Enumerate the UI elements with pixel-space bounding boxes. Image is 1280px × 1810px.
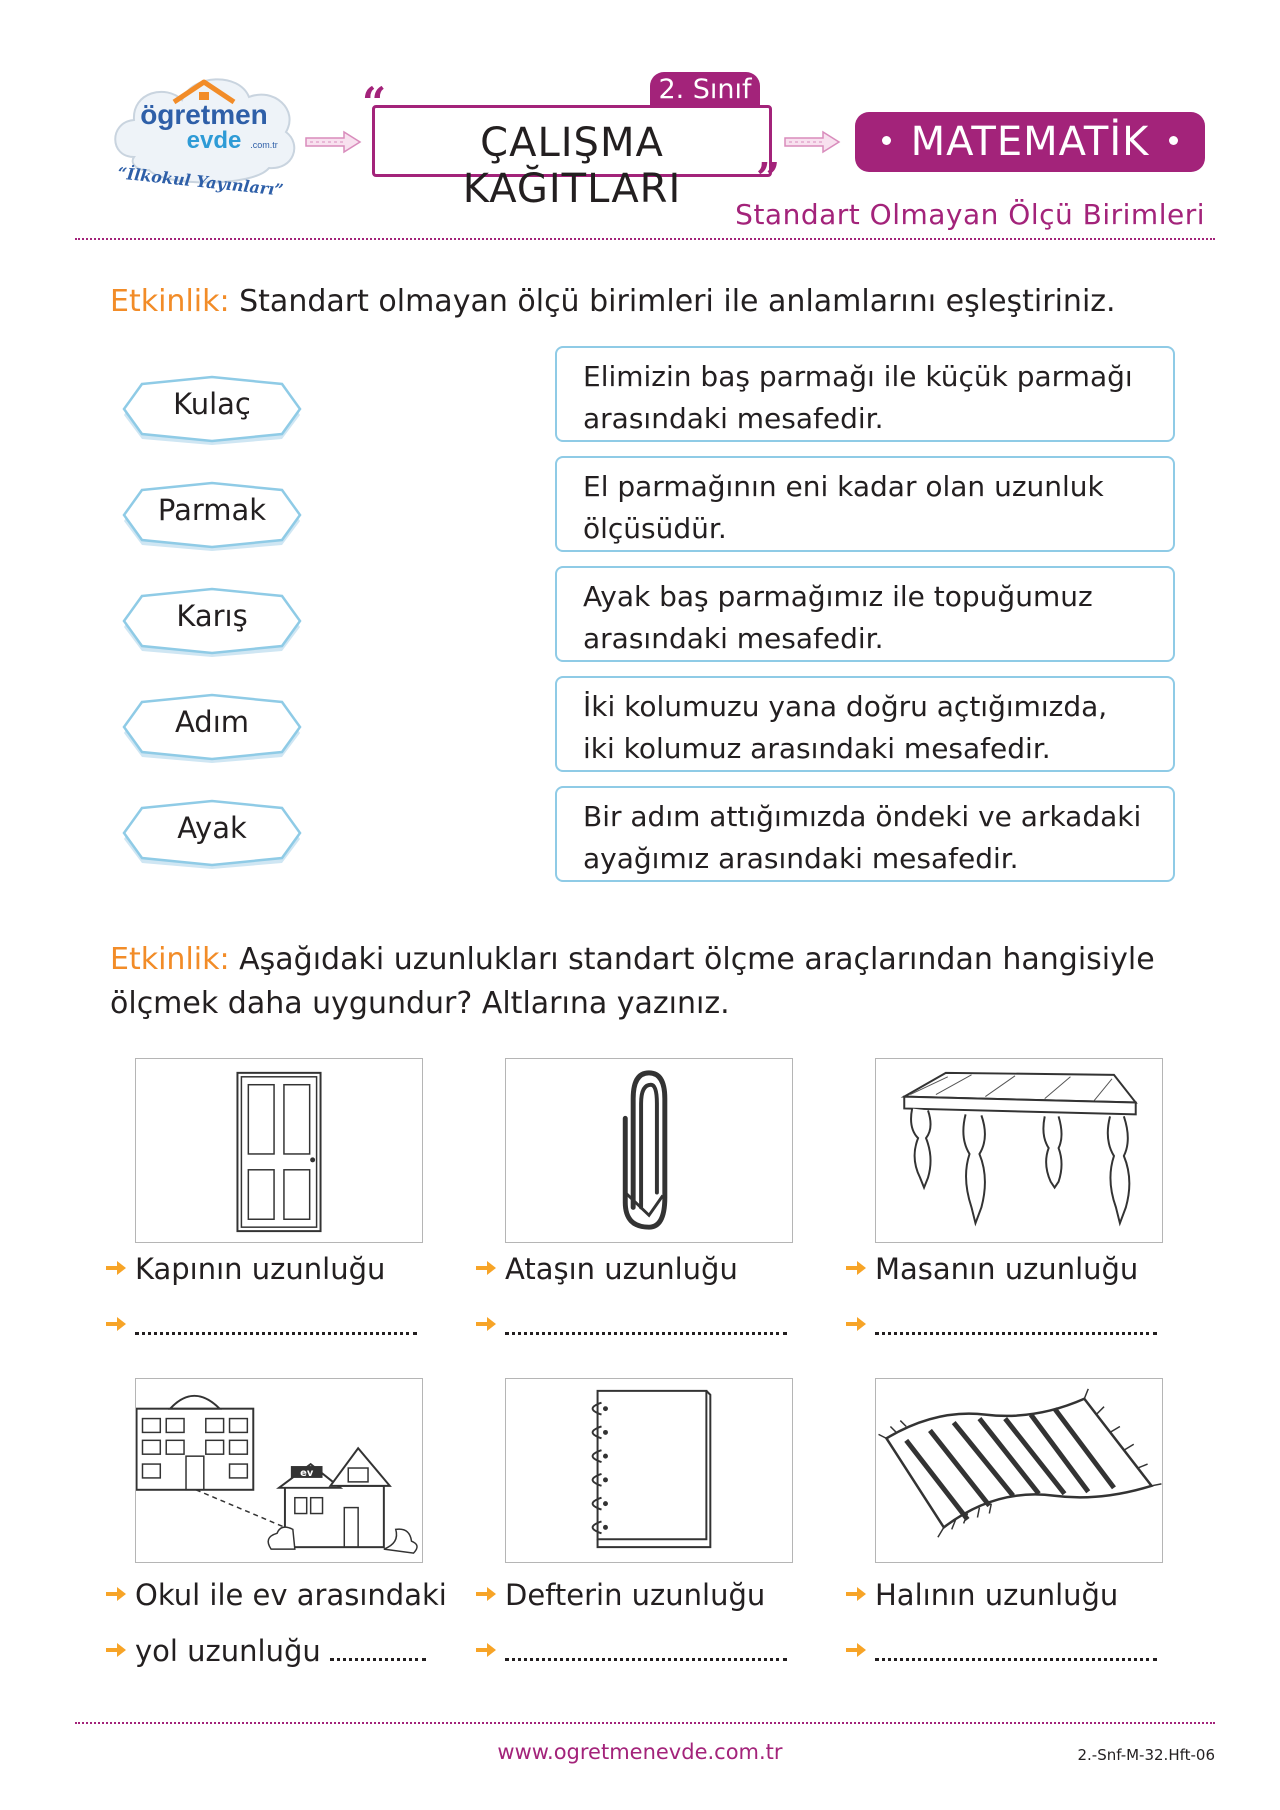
unit-card	[122, 693, 302, 765]
subject-label: MATEMATİK	[910, 119, 1150, 165]
topic-title: Standart Olmayan Ölçü Birimleri	[735, 198, 1205, 231]
unit-label: Kulaç	[173, 387, 251, 421]
arrow-right-icon	[304, 130, 362, 154]
arrow-bullet-icon	[845, 1586, 867, 1602]
arrow-bullet-icon	[475, 1586, 497, 1602]
answer-line[interactable]	[845, 1634, 1157, 1668]
unit-card	[122, 481, 302, 553]
arrow-bullet-icon	[845, 1642, 867, 1658]
divider	[75, 1722, 1215, 1724]
activity-label: Etkinlik:	[110, 284, 230, 319]
paperclip-picture	[505, 1058, 793, 1243]
answer-line[interactable]	[475, 1634, 787, 1668]
door-picture	[135, 1058, 423, 1243]
dot-icon	[882, 136, 891, 145]
answer-blank[interactable]	[505, 1651, 787, 1661]
school-house-icon	[136, 1379, 422, 1562]
activity-1-instruction	[110, 280, 1160, 324]
unit-card	[122, 375, 302, 447]
divider	[75, 238, 1215, 240]
answer-blank[interactable]	[505, 1325, 787, 1335]
page-title: ÇALIŞMA KAĞITLARI	[462, 120, 682, 212]
caption	[845, 1578, 1118, 1612]
unit-card	[122, 587, 302, 659]
answer-blank[interactable]	[875, 1651, 1157, 1661]
caption	[105, 1252, 385, 1286]
svg-text:.com.tr: .com.tr	[250, 140, 278, 150]
table-icon	[876, 1059, 1162, 1242]
notebook-picture	[505, 1378, 793, 1563]
arrow-bullet-icon	[475, 1316, 497, 1332]
svg-text:ögretmen: ögretmen	[140, 99, 268, 130]
definition-box: Ayak baş parmağımız ile topuğumuz arasındaki mesafedir.	[555, 566, 1175, 662]
unit-card	[122, 799, 302, 871]
open-quote-icon: “	[362, 78, 387, 127]
activity-label: Etkinlik:	[110, 942, 230, 977]
caption	[105, 1578, 447, 1612]
title-frame	[372, 105, 772, 212]
carpet-picture	[875, 1378, 1163, 1563]
door-icon	[136, 1059, 422, 1242]
definition-box: Bir adım attığımızda öndeki ve arkadaki ayağımız arasındaki mesafedir.	[555, 786, 1175, 882]
dot-icon	[1169, 136, 1178, 145]
caption-text: Defterin uzunluğu	[505, 1578, 766, 1612]
svg-text:“İlkokul Yayınları”: “İlkokul Yayınları”	[116, 163, 285, 200]
caption-text: Halının uzunluğu	[875, 1578, 1119, 1612]
school-house-picture	[135, 1378, 423, 1563]
svg-text:evde: evde	[186, 127, 242, 154]
arrow-bullet-icon	[475, 1642, 497, 1658]
definition-box: El parmağının eni kadar olan uzunluk ölçüsüdür.	[555, 456, 1175, 552]
subject-badge	[855, 112, 1205, 172]
footer-code: 2.-Snf-M-32.Hft-06	[1077, 1746, 1215, 1764]
arrow-right-icon	[783, 130, 841, 154]
logo	[104, 62, 304, 212]
grade-tab: 2. Sınıf	[650, 72, 760, 108]
answer-blank[interactable]	[330, 1651, 426, 1661]
close-quote-icon: ”	[756, 154, 781, 203]
definition-box: Elimizin baş parmağı ile küçük parmağı arasındaki mesafedir.	[555, 346, 1175, 442]
answer-blank[interactable]	[135, 1325, 417, 1335]
arrow-bullet-icon	[105, 1642, 127, 1658]
caption-text: Masanın uzunluğu	[875, 1252, 1139, 1286]
answer-line[interactable]	[475, 1308, 787, 1342]
caption-text: Ataşın uzunluğu	[505, 1252, 738, 1286]
answer-line[interactable]	[845, 1308, 1157, 1342]
arrow-bullet-icon	[845, 1316, 867, 1332]
activity-text: Standart olmayan ölçü birimleri ile anlamlarını eşleştiriniz.	[229, 284, 1116, 319]
caption	[845, 1252, 1138, 1286]
footer-url[interactable]: www.ogretmenevde.com.tr	[497, 1740, 783, 1764]
answer-line[interactable]	[105, 1308, 417, 1342]
arrow-bullet-icon	[105, 1586, 127, 1602]
activity-text: ölçmek daha uygundur? Altlarına yazınız.	[110, 986, 730, 1021]
unit-label: Karış	[176, 599, 248, 633]
table-picture	[875, 1058, 1163, 1243]
caption	[105, 1634, 426, 1668]
caption	[475, 1252, 738, 1286]
svg-text:ev: ev	[300, 1467, 314, 1479]
arrow-bullet-icon	[105, 1316, 127, 1332]
arrow-bullet-icon	[845, 1260, 867, 1276]
answer-blank[interactable]	[875, 1325, 1157, 1335]
paperclip-icon	[506, 1059, 792, 1242]
activity-2-instruction	[110, 938, 1160, 1026]
caption-text: Okul ile ev arasındaki	[135, 1578, 447, 1612]
arrow-bullet-icon	[475, 1260, 497, 1276]
unit-label: Parmak	[157, 493, 267, 527]
caption-text: Kapının uzunluğu	[135, 1252, 386, 1286]
arrow-bullet-icon	[105, 1260, 127, 1276]
unit-label: Adım	[174, 705, 250, 739]
caption	[475, 1578, 765, 1612]
unit-label: Ayak	[177, 811, 247, 845]
activity-text: Aşağıdaki uzunlukları standart ölçme araçlarından hangisiyle	[229, 942, 1155, 977]
caption-text: yol uzunluğu	[135, 1634, 321, 1668]
notebook-icon	[506, 1379, 792, 1562]
definition-box: İki kolumuzu yana doğru açtığımızda, iki kolumuz arasındaki mesafedir.	[555, 676, 1175, 772]
carpet-icon	[876, 1379, 1162, 1562]
